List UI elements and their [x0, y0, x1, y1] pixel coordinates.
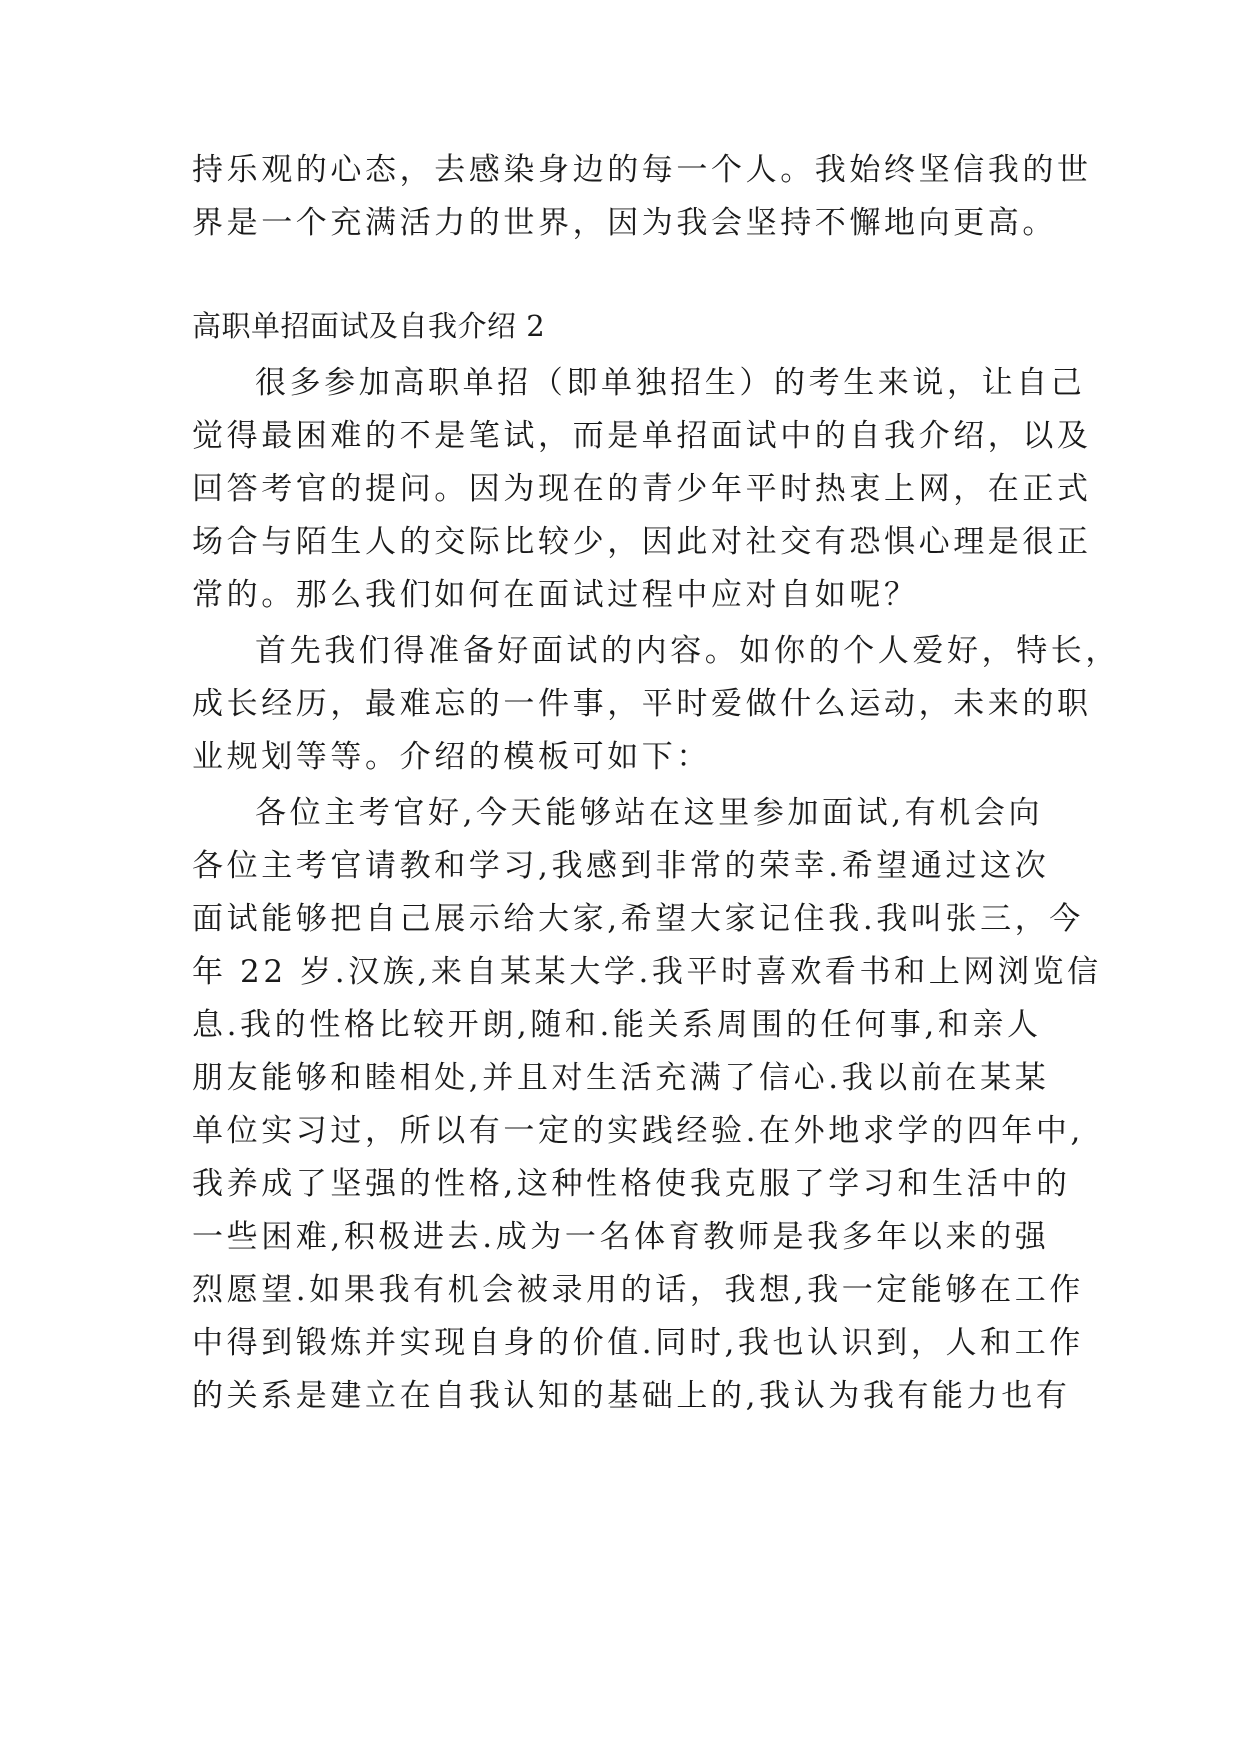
text-line: 我养成了坚强的性格,这种性格使我克服了学习和生活中的: [192, 1166, 1071, 1202]
text-line: 息.我的性格比较开朗,随和.能关系周围的任何事,和亲人: [192, 1007, 1042, 1043]
text-line: 烈愿望.如果我有机会被录用的话，我想,我一定能够在工作: [192, 1272, 1084, 1308]
text-line: 回答考官的提问。因为现在的青少年平时热衷上网，在正式: [192, 471, 1092, 507]
text-line: 面试能够把自己展示给大家,希望大家记住我.我叫张三，今: [192, 901, 1084, 937]
text-line: 持乐观的心态，去感染身边的每一个人。我始终坚信我的世: [192, 152, 1092, 188]
text-line: 中得到锻炼并实现自身的价值.同时,我也认识到，人和工作: [192, 1325, 1084, 1361]
text-line: 各位主考官请教和学习,我感到非常的荣幸.希望通过这次: [192, 848, 1050, 884]
text-line: 年 22 岁.汉族,来自某某大学.我平时喜欢看书和上网浏览信: [192, 954, 1102, 990]
text-line: 单位实习过，所以有一定的实践经验.在外地求学的四年中,: [192, 1113, 1084, 1149]
text-line: 成长经历，最难忘的一件事，平时爱做什么运动，未来的职: [192, 686, 1092, 722]
text-line: 首先我们得准备好面试的内容。如你的个人爱好，特长，: [255, 633, 1120, 669]
section-heading: 高职单招面试及自我介绍 2: [192, 309, 546, 343]
text-line: 界是一个充满活力的世界，因为我会坚持不懈地向更高。: [192, 205, 1057, 241]
text-line: 一些困难,积极进去.成为一名体育教师是我多年以来的强: [192, 1219, 1050, 1255]
text-line: 很多参加高职单招（即单独招生）的考生来说，让自己: [255, 365, 1086, 401]
text-line: 场合与陌生人的交际比较少，因此对社交有恐惧心理是很正: [192, 524, 1092, 560]
text-line: 各位主考官好,今天能够站在这里参加面试,有机会向: [255, 795, 1044, 831]
text-line: 常的。那么我们如何在面试过程中应对自如呢？: [192, 577, 919, 613]
text-line: 的关系是建立在自我认知的基础上的,我认为我有能力也有: [192, 1378, 1071, 1414]
text-line: 业规划等等。介绍的模板可如下：: [192, 739, 711, 775]
text-line: 朋友能够和睦相处,并且对生活充满了信心.我以前在某某: [192, 1060, 1050, 1096]
text-line: 觉得最困难的不是笔试，而是单招面试中的自我介绍，以及: [192, 418, 1092, 454]
